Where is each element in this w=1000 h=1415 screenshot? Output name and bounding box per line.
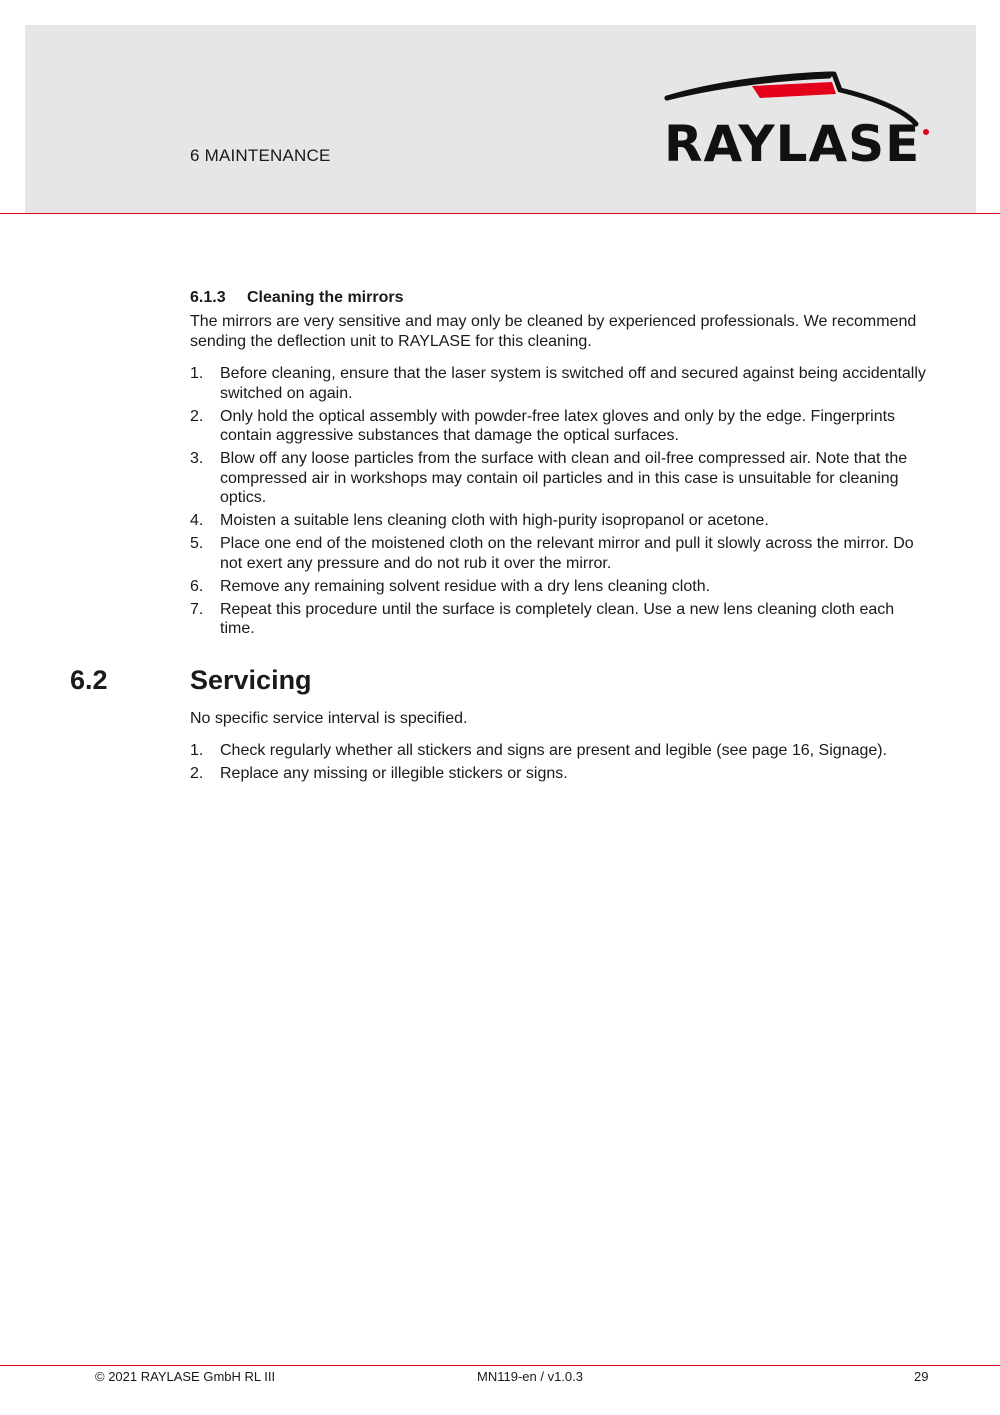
list-item-text: Before cleaning, ensure that the laser system is switched off and secured against being accidentally switched on again.: [220, 365, 926, 402]
subsection-heading: [190, 289, 403, 307]
list-item-number: 4.: [190, 512, 204, 529]
list-item-number: 7.: [190, 600, 204, 618]
footer-doc-id: MN119-en / v1.0.3: [477, 1369, 583, 1384]
list-item-number: 2.: [190, 407, 204, 425]
list-item: [190, 577, 930, 597]
servicing-steps-list: [190, 741, 930, 787]
subsection-title: Cleaning the mirrors: [247, 289, 404, 306]
subsection-intro: The mirrors are very sensitive and may only be cleaned by experienced professionals. We recommend sending the deflection unit to RAYLASE for this cleaning.: [190, 313, 917, 350]
list-item-text: Repeat this procedure until the surface is completely clean. Use a new lens cleaning cloth each time.: [220, 600, 895, 637]
cleaning-steps-list: [190, 364, 930, 642]
chapter-title: 6 MAINTENANCE: [190, 146, 331, 165]
list-item-number: 3.: [190, 450, 204, 467]
list-item-number: 5.: [190, 535, 204, 552]
list-item-text: Remove any remaining solvent residue with a dry lens cleaning cloth.: [220, 577, 711, 595]
logo-wordmark: RAYLASE: [664, 115, 921, 173]
section-title: Servicing: [190, 665, 312, 695]
footer-copyright: © 2021 RAYLASE GmbH RL III: [95, 1369, 276, 1384]
list-item-text: Replace any missing or illegible stickers or signs.: [220, 765, 568, 782]
list-item: [190, 764, 930, 784]
list-item-text: Only hold the optical assembly with powder-free latex gloves and only by the edge. Fingerprints contain aggressive substances that damage the optical surfaces.: [220, 407, 896, 444]
list-item-text: Place one end of the moistened cloth on the relevant mirror and pull it slowly across the mirror. Do not exert any pressure and do not rub it over the mirror.: [220, 535, 914, 572]
list-item: [190, 449, 930, 508]
section-intro: No specific service interval is specified.: [190, 710, 468, 727]
list-item: [190, 511, 930, 531]
list-item-number: 1.: [190, 365, 204, 382]
list-item-number: 2.: [190, 765, 204, 782]
list-item-text: Blow off any loose particles from the surface with clean and oil-free compressed air. Note that the compressed air in workshops may contain oil particles and in this case is unsuitable for cleaning optics.: [220, 450, 908, 506]
list-item: [190, 534, 930, 573]
list-item-number: 1.: [190, 742, 204, 759]
list-item: [190, 407, 930, 446]
list-item: [190, 741, 930, 761]
list-item: [190, 364, 930, 403]
list-item-text: Moisten a suitable lens cleaning cloth with high-purity isopropanol or acetone.: [220, 512, 769, 529]
list-item-number: 6.: [190, 577, 204, 595]
list-item-text: Check regularly whether all stickers and signs are present and legible (see page 16, Signage).: [220, 742, 888, 759]
list-item: [190, 600, 930, 639]
subsection-number: 6.1.3: [190, 289, 226, 306]
footer-page-number: 29: [914, 1369, 929, 1384]
footer-rule: [0, 1365, 1000, 1366]
section-number: 6.2: [70, 665, 108, 695]
header-rule: [0, 213, 1000, 214]
